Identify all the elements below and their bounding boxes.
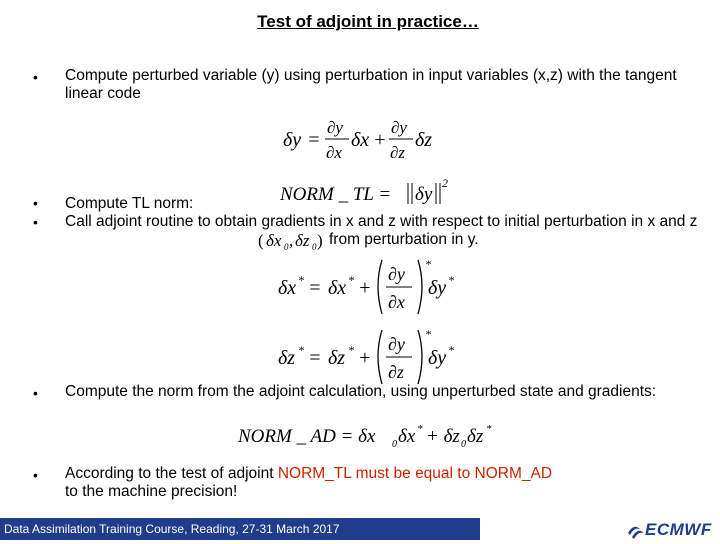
svg-text:0: 0 xyxy=(284,242,289,252)
svg-text:δy: δy xyxy=(415,184,433,205)
equation-adjoint-x xyxy=(278,256,458,323)
svg-text:∂y: ∂y xyxy=(388,334,405,354)
bullet-marker: • xyxy=(33,214,38,230)
svg-text:2: 2 xyxy=(442,176,448,190)
svg-text:∂x: ∂x xyxy=(326,143,342,162)
svg-text:δy: δy xyxy=(283,129,302,151)
svg-text:∂y: ∂y xyxy=(327,118,343,137)
svg-text:*: * xyxy=(348,273,354,287)
svg-text:δx: δx xyxy=(398,426,416,447)
ecmwf-logo xyxy=(628,519,718,539)
bullet-text-adjoint-routine: Call adjoint routine to obtain gradients in x and z with respect to initial perturbation in x and z xyxy=(65,213,698,230)
svg-text:,: , xyxy=(289,231,294,250)
svg-text:*: * xyxy=(298,273,304,287)
svg-text:0: 0 xyxy=(392,439,397,450)
bullet-marker: • xyxy=(33,385,38,401)
svg-text:δz: δz xyxy=(467,426,484,447)
svg-text:δx: δx xyxy=(351,129,370,151)
logo-text: ECMWF xyxy=(645,520,712,539)
svg-text:δx: δx xyxy=(266,231,282,250)
bullet-marker: • xyxy=(33,69,38,85)
svg-text:0: 0 xyxy=(312,242,317,252)
svg-text:=: = xyxy=(308,347,322,369)
svg-text:*: * xyxy=(348,343,354,357)
svg-text:∂z: ∂z xyxy=(390,143,406,162)
svg-text:NORM _ TL =: NORM _ TL = xyxy=(280,184,392,205)
svg-text:NORM _ AD = δx: NORM _ AD = δx xyxy=(238,426,376,447)
equation-tangent-linear xyxy=(283,116,433,167)
footer-bar: Data Assimilation Training Course, Reading, 27-31 March 2017 xyxy=(0,518,480,540)
bullet-text-adjoint-test xyxy=(65,465,665,501)
svg-text:(: ( xyxy=(258,231,264,250)
svg-text:δz: δz xyxy=(278,347,296,369)
svg-text:=: = xyxy=(307,129,321,151)
svg-text:∂z: ∂z xyxy=(388,362,404,382)
svg-text:=: = xyxy=(308,277,322,299)
bullet-text-adjoint-norm: Compute the norm from the adjoint calculation, using unperturbed state and gradients: xyxy=(65,383,657,400)
equation-norm-ad xyxy=(238,420,518,455)
svg-text:+ δz: + δz xyxy=(426,426,460,447)
svg-text:+: + xyxy=(373,129,387,151)
svg-text:*: * xyxy=(298,343,304,357)
svg-text:δz: δz xyxy=(415,129,433,151)
svg-text:*: * xyxy=(417,423,423,435)
bullet-marker: • xyxy=(33,467,38,483)
equation-norm-tl xyxy=(280,178,455,213)
svg-text:∂y: ∂y xyxy=(388,264,405,284)
svg-text:0: 0 xyxy=(461,439,466,450)
bullet-text-perturbed-variable: Compute perturbed variable (y) using perturbation in input variables (x,z) with the tangent linear code xyxy=(65,67,677,102)
bullet-marker: • xyxy=(33,195,38,211)
svg-text:δy: δy xyxy=(428,347,447,369)
svg-text:δy: δy xyxy=(428,277,447,299)
svg-text:δx: δx xyxy=(278,277,297,299)
equation-initial-perturbation xyxy=(258,229,324,258)
slide-title: Test of adjoint in practice… xyxy=(257,12,479,31)
text-machine-precision: to the machine precision! xyxy=(65,483,238,500)
svg-text:+: + xyxy=(358,347,372,369)
svg-text:*: * xyxy=(486,423,492,435)
bullet-text-from-perturbation: from perturbation in y. xyxy=(329,231,479,248)
svg-text:*: * xyxy=(425,327,431,341)
svg-text:∂x: ∂x xyxy=(388,292,405,312)
bullet-text-tl-norm: Compute TL norm: xyxy=(65,195,194,212)
svg-text:*: * xyxy=(448,343,454,357)
svg-text:δz: δz xyxy=(295,231,310,250)
highlight-norm-equality: NORM_TL must be equal to NORM_AD xyxy=(277,465,553,482)
svg-text:*: * xyxy=(425,257,431,271)
svg-text:): ) xyxy=(317,231,323,250)
svg-text:δx: δx xyxy=(328,277,347,299)
svg-text:∂y: ∂y xyxy=(391,118,407,137)
text-according: According to the test of adjoint xyxy=(65,465,278,482)
svg-text:+: + xyxy=(358,277,372,299)
svg-text:δz: δz xyxy=(328,347,346,369)
svg-text:*: * xyxy=(448,273,454,287)
